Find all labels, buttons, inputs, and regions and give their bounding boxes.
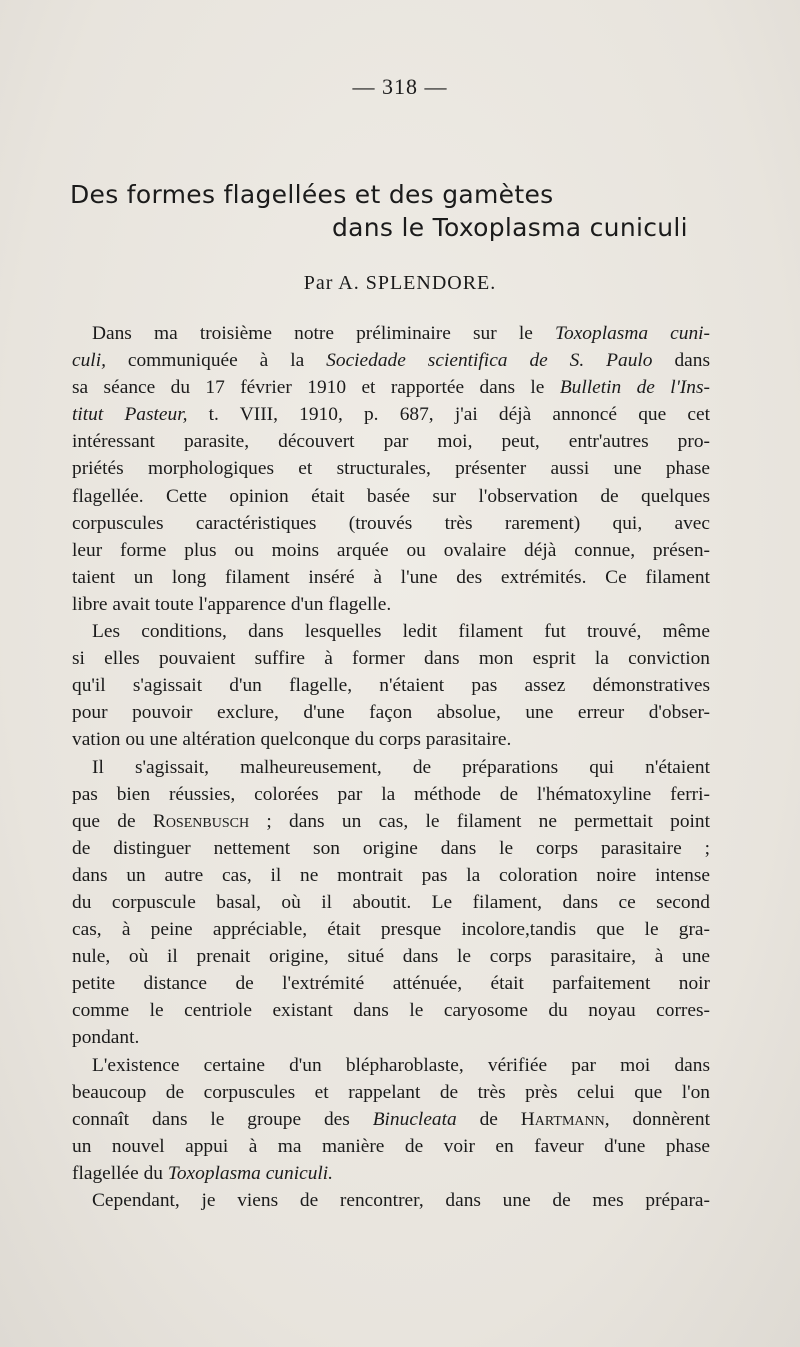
small-caps-name: Rosenbusch xyxy=(152,810,250,832)
text-run: pondant. xyxy=(72,1027,140,1049)
text-line xyxy=(72,401,710,428)
text-run: connaît dans le groupe des xyxy=(72,1108,373,1130)
text-run: de distinguer nettement son origine dans le corps parasitaire ; xyxy=(72,837,710,859)
text-run: Dans ma troisième notre préliminaire sur le xyxy=(92,323,555,344)
text-line xyxy=(72,564,710,591)
italic-text: titut Pasteur, xyxy=(72,404,188,426)
text-run: dans un autre cas, il ne montrait pas la coloration noire intense xyxy=(72,864,710,886)
text-run: pour pouvoir exclure, d'une façon absolue, une erreur d'obser- xyxy=(72,702,710,724)
text-run: flagellée. Cette opinion était basée sur l'observation de quelques xyxy=(72,485,710,507)
text-run: de xyxy=(456,1108,521,1130)
text-run: un nouvel appui à ma manière de voir en faveur d'une phase xyxy=(72,1135,710,1157)
paragraph-3 xyxy=(72,754,710,1052)
text-line xyxy=(72,1052,710,1079)
text-run: cas, à peine appréciable, était presque incolore,tandis que le gra- xyxy=(72,919,710,941)
italic-text: Bulletin de l'Ins- xyxy=(559,377,710,399)
page-number: — 318 — xyxy=(352,74,448,99)
text-run: priétés morphologiques et structurales, présenter aussi une phase xyxy=(72,458,710,480)
text-line xyxy=(72,726,710,753)
text-run: comme le centriole existant dans le caryosome du noyau corres- xyxy=(72,1000,710,1022)
article-body xyxy=(72,320,710,1214)
text-run: L'existence certaine d'un blépharoblaste, vérifiée par moi dans xyxy=(92,1054,710,1076)
text-run: Cependant, je viens de rencontrer, dans une de mes prépara- xyxy=(92,1190,710,1211)
paragraph-4 xyxy=(72,1052,710,1187)
text-line xyxy=(72,889,710,916)
text-run: qu'il s'agissait d'un flagelle, n'étaient pas assez démonstratives xyxy=(72,675,710,697)
text-run: petite distance de l'extrémité atténuée, était parfaitement noir xyxy=(72,973,710,995)
text-line xyxy=(72,455,710,482)
text-line xyxy=(72,970,710,997)
text-line xyxy=(72,699,710,726)
text-line xyxy=(72,1187,710,1214)
italic-text: Sociedade scientifica de S. Paulo xyxy=(326,350,653,372)
text-run: sa séance du 17 février 1910 et rapportée dans le xyxy=(72,377,560,399)
text-line xyxy=(72,943,710,970)
text-line xyxy=(72,997,710,1024)
text-run: vation ou une altération quelconque du corps parasitaire. xyxy=(72,729,512,751)
text-run: flagellée du xyxy=(72,1162,168,1184)
text-run: beaucoup de corpuscules et rappelant de très près celui que l'on xyxy=(72,1081,710,1103)
text-run: que de xyxy=(72,810,153,832)
text-line xyxy=(72,320,710,347)
text-line xyxy=(72,1106,710,1133)
italic-text: Binucleata xyxy=(372,1108,457,1130)
article-title-line-2: dans le Toxoplasma cuniculi xyxy=(332,213,688,242)
text-line xyxy=(72,1079,710,1106)
italic-text: Toxoplasma cuniculi. xyxy=(167,1162,334,1184)
text-run: intéressant parasite, découvert par moi, peut, entr'autres pro- xyxy=(72,431,710,453)
paragraph-2 xyxy=(72,618,710,753)
text-run: si elles pouvaient suffire à former dans mon esprit la conviction xyxy=(72,648,710,670)
text-line xyxy=(72,1160,710,1187)
text-run: communiquée à la xyxy=(105,350,327,372)
text-line xyxy=(72,645,710,672)
text-run: pas bien réussies, colorées par la méthode de l'hématoxyline ferri- xyxy=(72,783,710,805)
text-run: nule, où il prenait origine, situé dans le corps parasitaire, à une xyxy=(72,946,710,968)
italic-text: Toxoplasma cuni- xyxy=(555,323,711,344)
italic-text: culi, xyxy=(72,350,106,372)
text-line xyxy=(72,1133,710,1160)
article-title-line-1: Des formes flagellées et des gamètes xyxy=(70,180,554,209)
text-line xyxy=(72,835,710,862)
text-line xyxy=(72,618,710,645)
text-line xyxy=(72,347,710,374)
text-run: ; dans un cas, le filament ne permettait point xyxy=(249,810,710,832)
paragraph-5 xyxy=(72,1187,710,1214)
text-line xyxy=(72,781,710,808)
paragraph-1 xyxy=(72,320,710,618)
text-run: dans xyxy=(652,350,710,372)
text-run: corpuscules caractéristiques (trouvés très rarement) qui, avec xyxy=(72,512,710,534)
author-byline: Par A. SPLENDORE. xyxy=(303,272,497,294)
text-run: , donnèrent xyxy=(604,1108,710,1130)
text-run: taient un long filament inséré à l'une des extrémités. Ce filament xyxy=(72,566,710,588)
text-line xyxy=(72,808,710,835)
text-run: leur forme plus ou moins arquée ou ovalaire déjà connue, présen- xyxy=(72,539,710,561)
text-run: libre avait toute l'apparence d'un flagelle. xyxy=(72,593,392,615)
text-run: Les conditions, dans lesquelles ledit filament fut trouvé, même xyxy=(92,621,710,643)
text-line xyxy=(72,916,710,943)
text-run: Il s'agissait, malheureusement, de préparations qui n'étaient xyxy=(92,756,710,778)
text-line xyxy=(72,510,710,537)
text-line xyxy=(72,591,710,618)
text-line xyxy=(72,537,710,564)
text-line xyxy=(72,428,710,455)
small-caps-name: Hartmann xyxy=(520,1108,605,1130)
text-line xyxy=(72,672,710,699)
text-run: t. VIII, 1910, p. 687, j'ai déjà annoncé que cet xyxy=(187,404,710,426)
text-line xyxy=(72,1024,710,1051)
text-line xyxy=(72,862,710,889)
text-run: du corpuscule basal, où il aboutit. Le filament, dans ce second xyxy=(72,891,710,913)
text-line xyxy=(72,754,710,781)
text-line xyxy=(72,483,710,510)
text-line xyxy=(72,374,710,401)
